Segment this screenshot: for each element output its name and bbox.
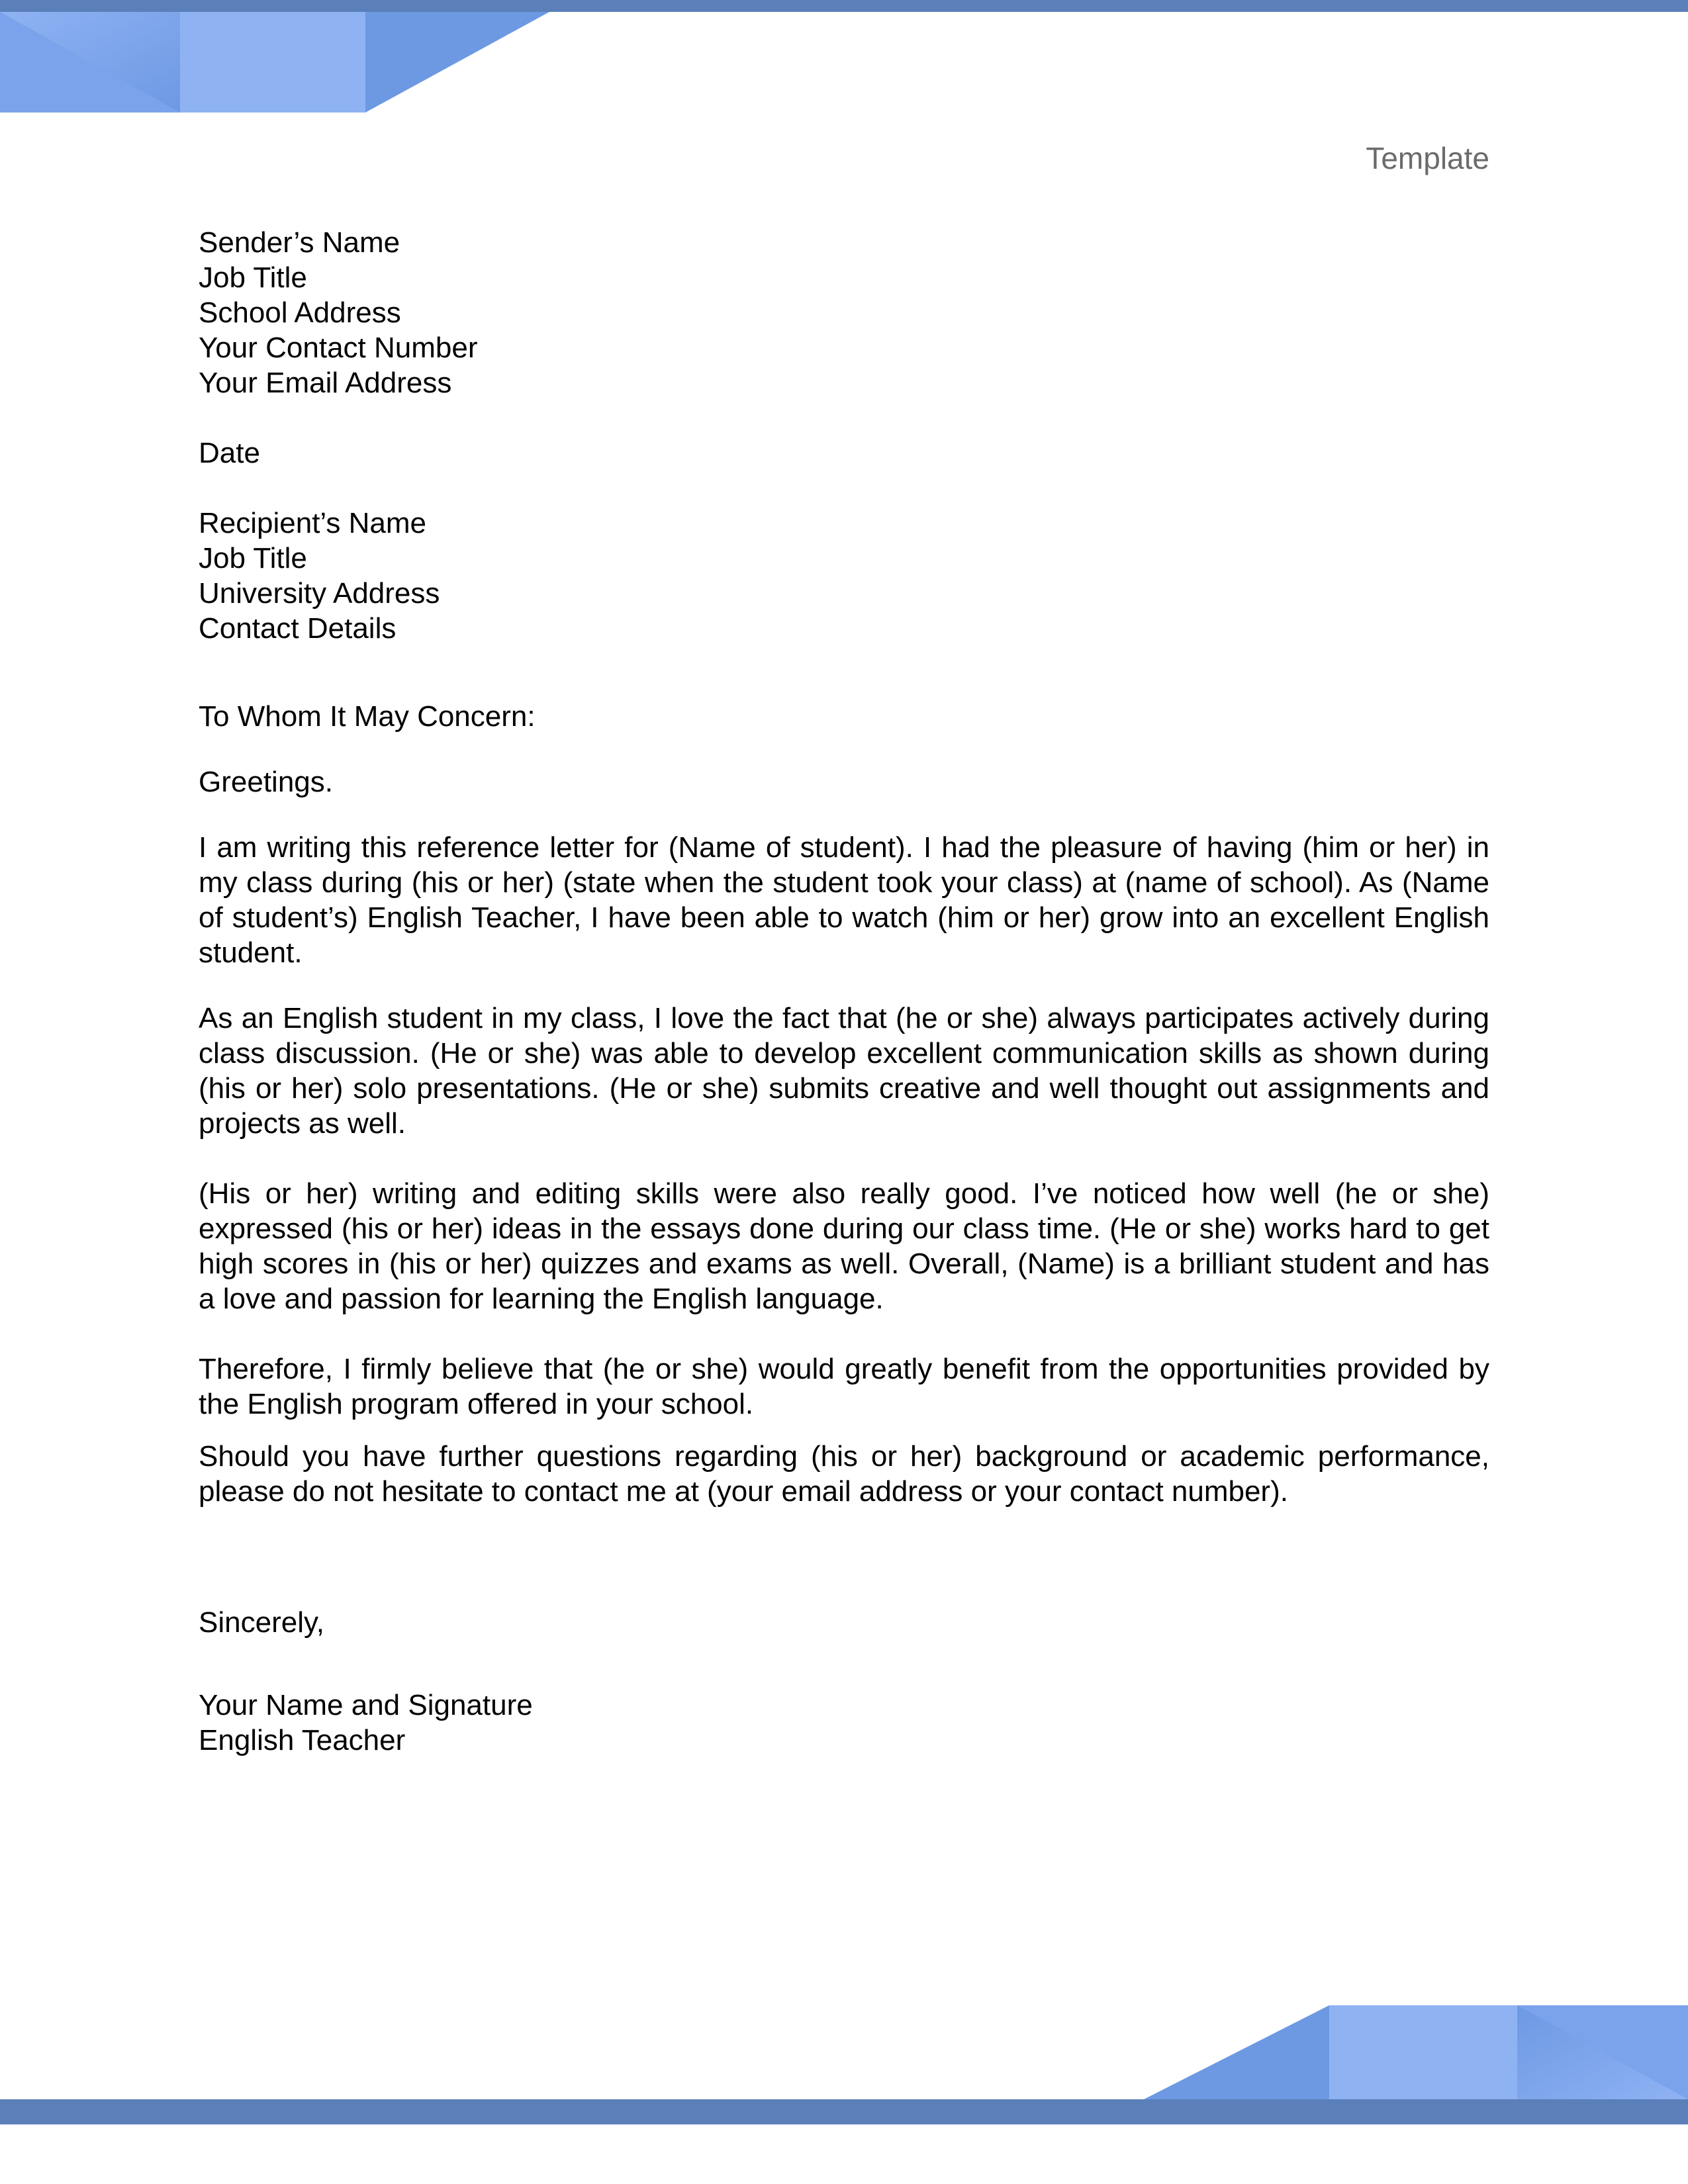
bottom-block-left: [1144, 2005, 1329, 2099]
sender-contact-number: Your Contact Number: [199, 332, 478, 364]
salutation: To Whom It May Concern:: [199, 700, 536, 733]
sender-job-title: Job Title: [199, 261, 307, 294]
date: Date: [199, 437, 260, 469]
paragraph-4: Therefore, I firmly believe that (he or she) would greatly benefit from the opportunities provided by the English program offered in your school.: [199, 1353, 1489, 1420]
bottom-band: [0, 2099, 1688, 2124]
paragraph-2: As an English student in my class, I love the fact that (he or she) always participates actively during class discussion. (He or she) was able to develop excellent communication skills as shown during (his or her) solo presentations. (He or she) submits creative and well thought out assignments and projects as well.: [199, 1002, 1489, 1140]
sender-name: Sender’s Name: [199, 226, 400, 259]
recipient-contact: Contact Details: [199, 612, 397, 645]
template-label: Template: [1366, 141, 1489, 175]
top-decoration: [0, 0, 1688, 113]
signature-block: [199, 1688, 1489, 1758]
top-decoration-graphic: [0, 0, 1688, 113]
bottom-decoration-graphic: [0, 1999, 1688, 2131]
paragraph-5: Should you have further questions regarding (his or her) background or academic performance, please do not hesitate to contact me at (your email address or your contact number).: [199, 1440, 1489, 1508]
closing: Sincerely,: [199, 1606, 324, 1639]
letter-body: [199, 225, 1489, 1758]
signature-title: English Teacher: [199, 1724, 406, 1756]
sender-email: Your Email Address: [199, 367, 452, 399]
paragraph-1: I am writing this reference letter for (Name of student). I had the pleasure of having (him or her) in my class during (his or her) (state when the student took your class) at (name of school). As (Name of student’s) English Teacher, I have been able to watch (him or her) grow into an excellent English student.: [199, 831, 1489, 969]
top-block-center: [180, 12, 365, 113]
sender-address: School Address: [199, 296, 401, 329]
signature-name: Your Name and Signature: [199, 1689, 533, 1721]
recipient-name: Recipient’s Name: [199, 507, 427, 539]
sender-block: [199, 225, 1489, 400]
bottom-block-center: [1329, 2005, 1517, 2099]
greeting: Greetings.: [199, 766, 333, 798]
recipient-address: University Address: [199, 577, 440, 610]
bottom-decoration: [0, 1999, 1688, 2131]
paragraph-3: (His or her) writing and editing skills were also really good. I’ve noticed how well (he or she) expressed (his or her) ideas in the essays done during our class time. (He or she) works hard to get high scores in (his or her) quizzes and exams as well. Overall, (Name) is a brilliant student and has a love and passion for learning the English language.: [199, 1177, 1489, 1315]
recipient-block: [199, 506, 1489, 646]
top-band: [0, 0, 1688, 12]
top-block-right: [365, 12, 549, 113]
date-block: [199, 435, 1489, 471]
recipient-job-title: Job Title: [199, 542, 307, 574]
